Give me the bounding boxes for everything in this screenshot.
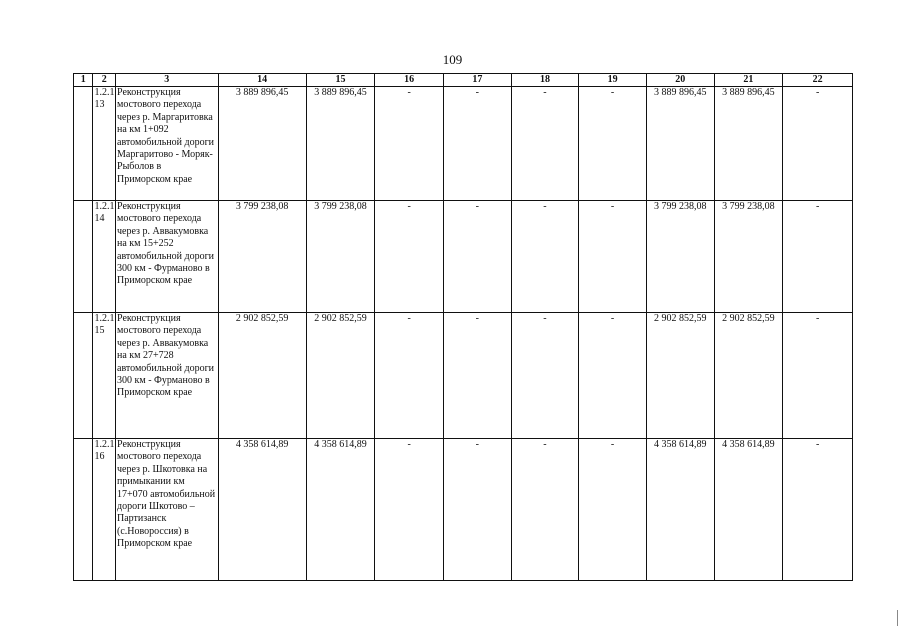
- table-row: [74, 87, 853, 201]
- value-col-16: -: [375, 313, 444, 439]
- value-col-18: -: [511, 87, 579, 201]
- object-name: Реконструкция мостового перехода через р. Аввакумовка на км 27+728 автомобильной дороги 300 км - Фурманово в Приморском крае: [116, 313, 219, 439]
- column-header: 17: [444, 74, 512, 87]
- value-col-21: 3 889 896,45: [714, 87, 783, 201]
- row-number: 1.2.1 14: [93, 201, 116, 313]
- value-col-14: 3 889 896,45: [218, 87, 306, 201]
- value-col-15: 3 889 896,45: [306, 87, 375, 201]
- table-row: [74, 201, 853, 313]
- value-col-17: -: [444, 439, 512, 581]
- table-row: [74, 439, 853, 581]
- object-name: Реконструкция мостового перехода через р. Шкотовка на примыкании км 17+070 автомобильной дороги Шкотово – Партизанск (с.Новороссия) в Приморском крае: [116, 439, 219, 581]
- page-number: 109: [442, 52, 463, 67]
- value-col-18: -: [511, 313, 579, 439]
- column-header: 18: [511, 74, 579, 87]
- column-header: 2: [93, 74, 116, 87]
- column-header: 22: [783, 74, 853, 87]
- scan-edge-mark: [897, 610, 898, 626]
- empty-cell: [74, 313, 93, 439]
- column-header: 3: [116, 74, 219, 87]
- column-header: 15: [306, 74, 375, 87]
- value-col-14: 4 358 614,89: [218, 439, 306, 581]
- object-name: Реконструкция мостового перехода через р. Маргаритовка на км 1+092 автомобильной дороги Маргаритово - Моряк-Рыболов в Приморском крае: [116, 87, 219, 201]
- empty-cell: [74, 439, 93, 581]
- value-col-21: 2 902 852,59: [714, 313, 783, 439]
- value-col-16: -: [375, 201, 444, 313]
- column-header: 21: [714, 74, 783, 87]
- value-col-18: -: [511, 439, 579, 581]
- budget-table: [73, 73, 853, 581]
- value-col-16: -: [375, 439, 444, 581]
- row-number: 1.2.1 13: [93, 87, 116, 201]
- row-number: 1.2.1 15: [93, 313, 116, 439]
- column-header: 20: [646, 74, 714, 87]
- value-col-19: -: [579, 439, 647, 581]
- value-col-17: -: [444, 87, 512, 201]
- value-col-22: -: [783, 313, 853, 439]
- value-col-18: -: [511, 201, 579, 313]
- value-col-17: -: [444, 201, 512, 313]
- empty-cell: [74, 87, 93, 201]
- value-col-22: -: [783, 439, 853, 581]
- value-col-22: -: [783, 201, 853, 313]
- value-col-20: 3 889 896,45: [646, 87, 714, 201]
- value-col-16: -: [375, 87, 444, 201]
- value-col-19: -: [579, 87, 647, 201]
- row-number: 1.2.1 16: [93, 439, 116, 581]
- value-col-19: -: [579, 313, 647, 439]
- column-header: 16: [375, 74, 444, 87]
- value-col-15: 3 799 238,08: [306, 201, 375, 313]
- value-col-17: -: [444, 313, 512, 439]
- value-col-20: 3 799 238,08: [646, 201, 714, 313]
- value-col-14: 3 799 238,08: [218, 201, 306, 313]
- value-col-21: 3 799 238,08: [714, 201, 783, 313]
- value-col-14: 2 902 852,59: [218, 313, 306, 439]
- value-col-15: 2 902 852,59: [306, 313, 375, 439]
- value-col-22: -: [783, 87, 853, 201]
- column-header: 19: [579, 74, 647, 87]
- value-col-15: 4 358 614,89: [306, 439, 375, 581]
- value-col-21: 4 358 614,89: [714, 439, 783, 581]
- value-col-19: -: [579, 201, 647, 313]
- empty-cell: [74, 201, 93, 313]
- table-row: [74, 313, 853, 439]
- value-col-20: 2 902 852,59: [646, 313, 714, 439]
- column-header: 14: [218, 74, 306, 87]
- object-name: Реконструкция мостового перехода через р. Аввакумовка на км 15+252 автомобильной дороги 300 км - Фурманово в Приморском крае: [116, 201, 219, 313]
- header-row: [74, 74, 853, 87]
- value-col-20: 4 358 614,89: [646, 439, 714, 581]
- column-header: 1: [74, 74, 93, 87]
